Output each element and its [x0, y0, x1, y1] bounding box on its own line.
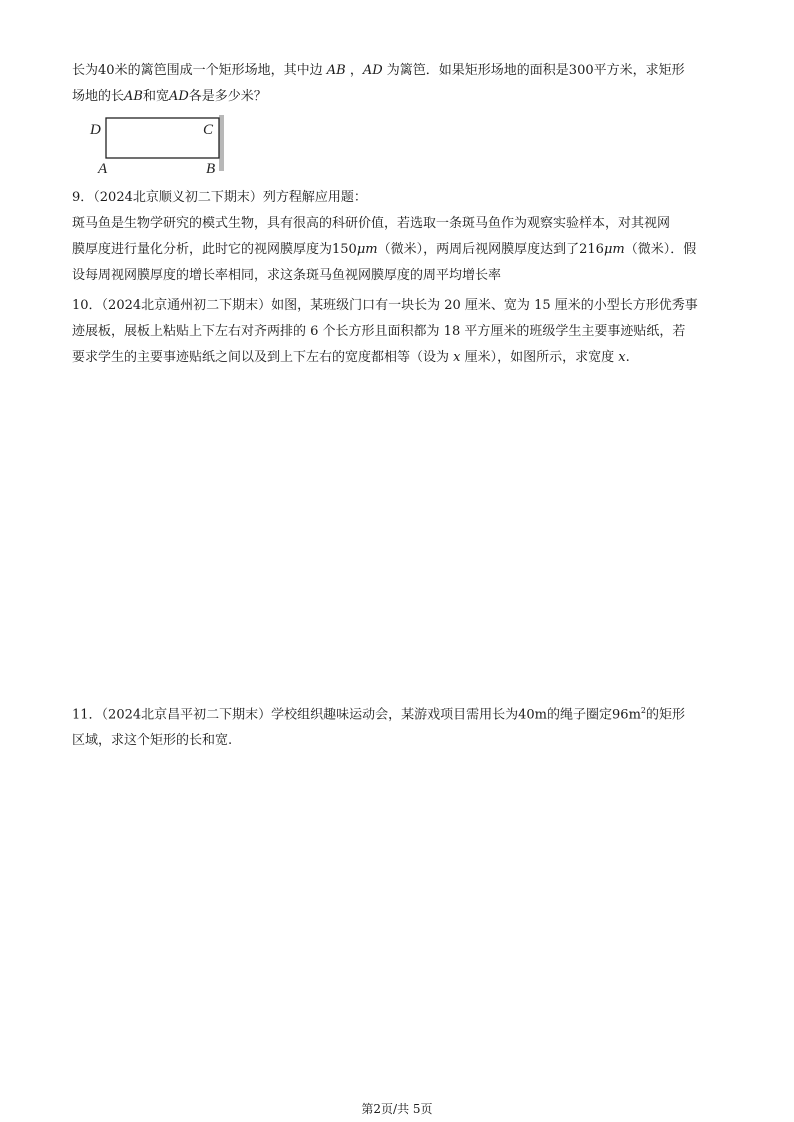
- q8-line-1: 长为40米的篱笆围成一个矩形场地，其中边 AB ，AD 为篱笆．如果矩形场地的面积是300平方米，求矩形: [72, 63, 685, 78]
- q9-line-1: 9．（2024北京顺义初二下期末）列方程解应用题：: [72, 190, 367, 205]
- q10-line-3: 要求学生的主要事迹贴纸之间以及到上下左右的宽度都相等（设为 x 厘米），如图所示，求宽度 x.: [72, 350, 630, 365]
- vertex-b: B: [206, 161, 216, 175]
- vertex-d: D: [90, 122, 101, 138]
- rectangle-figure: [86, 113, 226, 175]
- q9-line-3: 膜厚度进行量化分析，此时它的视网膜厚度为150μm（微米），两周后视网膜厚度达到了216μm（微米）．假: [72, 242, 697, 257]
- q10-line-2: 迹展板，展板上粘贴上下左右对齐两排的 6 个长方形且面积都为 18 平方厘米的班级学生主要事迹贴纸，若: [72, 324, 686, 339]
- segment-ab: AB: [326, 63, 346, 78]
- question-10-text: [72, 293, 728, 371]
- q9-line-4: 设每周视网膜厚度的增长率相同，求这条斑马鱼视网膜厚度的周平均增长率: [72, 268, 502, 283]
- vertex-a: A: [98, 161, 108, 175]
- q11-line-1: 11．（2024北京昌平初二下期末）学校组织趣味运动会，某游戏项目需用长为40m的绳子圈定$96m^2$的矩形: [72, 706, 686, 723]
- page-number: 第2页/共 5页: [361, 1102, 433, 1116]
- question-9-text: [72, 185, 728, 289]
- segment-ad: AD: [362, 63, 383, 78]
- question-11-text: [72, 698, 728, 754]
- question-8-text: [72, 58, 728, 110]
- wall-shade: [219, 115, 224, 171]
- vertex-c: C: [203, 122, 214, 138]
- q11-line-2: 区域，求这个矩形的长和宽.: [72, 733, 233, 749]
- rectangle-diagram: [86, 113, 226, 175]
- q10-line-1: 10．（2024北京通州初二下期末）如图，某班级门口有一块长为 20 厘米、宽为 15 厘米的小型长方形优秀事: [72, 298, 698, 313]
- q8-line-2: 场地的长AB和宽AD各是多少米？: [72, 89, 267, 104]
- q9-line-2: 斑马鱼是生物学研究的模式生物，具有很高的科研价值，若选取一条斑马鱼作为观察实验样本，对其视网: [72, 216, 671, 231]
